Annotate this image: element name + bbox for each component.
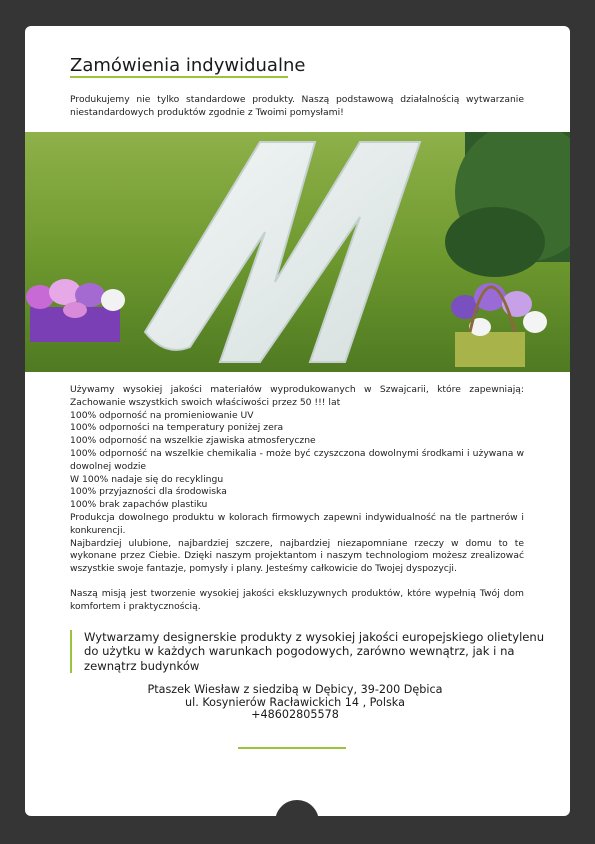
footer-divider [238,747,346,749]
body-line: W 100% nadaje się do recyklingu [70,473,224,485]
title-underline [70,76,288,78]
highlight-quote: Wytwarzamy designerskie produkty z wysokiej jakości europejskiego olietylenu do użytku w każdych warunkach pogodowych, zarówno wewnątrz, jak i na zewnątrz budynków [70,630,549,673]
address-line: ul. Kosynierów Racławickich 14 , Polska [185,695,405,709]
address-line: Ptaszek Wiesław z siedzibą w Dębicy, 39-200 Dębica [147,683,443,696]
body-line: 100% odporność na wszelkie chemikalia - może być czyszczona dowolnymi środkami i używana w dowolnej wodzie [70,447,524,472]
mission-paragraph: Naszą misją jest tworzenie wysokiej jakości ekskluzywnych produktów, które wypełnią Twój dom komfortem i praktycznością. [70,587,524,612]
body-line: 100% brak zapachów plastiku [70,499,208,511]
document-page [25,26,570,816]
body-line: 100% odporności na temperatury poniżej zera [70,422,284,434]
page-title: Zamówienia indywidualne [70,55,306,76]
paragraph-gap [70,576,524,588]
product-photo [25,132,570,372]
body-text [70,384,524,614]
body-line: 100% odporność na wszelkie zjawiska atmosferyczne [70,435,316,447]
body-line: Produkcja dowolnego produktu w kolorach firmowych zapewni indywidualność na tle partnerów i konkurencji. [70,511,524,536]
body-line: Najbardziej ulubione, najbardziej szczere, najbardziej niezapomniane rzeczy w domu to te wykonane przez Ciebie. Dzięki naszym projektantom i naszym technologiom możesz zrealizować wszystkie swoje fantazje, pomysły i plany. Jesteśmy całkowicie do Twojej dyspozycji. [70,537,524,575]
body-line: Używamy wysokiej jakości materiałów wyprodukowanych w Szwajcarii, które zapewniają: Zachowanie wszystkich swoich właściwości przez 50 !!! lat [70,384,524,408]
company-address [70,684,520,722]
body-line: 100% odporność na promieniowanie UV [70,409,254,421]
body-line: 100% przyjazności dla środowiska [70,486,227,498]
phone-number: +48602805578 [251,708,339,722]
page-notch [275,800,319,844]
intro-paragraph: Produkujemy nie tylko standardowe produkty. Naszą podstawową działalnością wytwarzanie niestandardowych produktów zgodnie z Twoimi pomysłami! [70,94,524,118]
